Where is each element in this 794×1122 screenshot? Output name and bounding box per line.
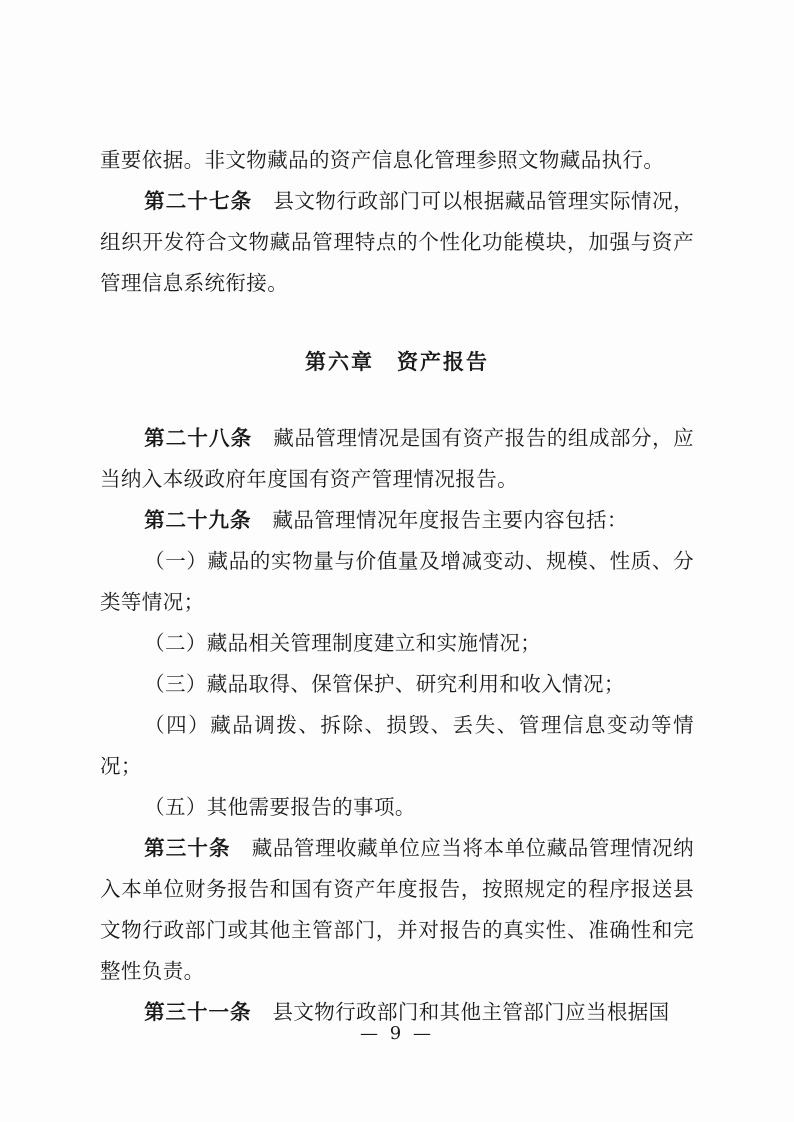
paragraph-article-30 xyxy=(100,828,694,992)
page-number: — 9 — xyxy=(360,1023,434,1044)
list-item-4 xyxy=(100,705,694,787)
paragraph-text: 藏品管理情况是国有资产报告的组成部分，应当纳入本级政府年度国有资产管理情况报告。 xyxy=(100,426,695,491)
paragraph-article-27 xyxy=(100,181,694,304)
paragraph-text: （四）藏品调拨、拆除、损毁、丢失、管理信息变动等情况； xyxy=(100,713,694,778)
article-label: 第三十一条 xyxy=(144,1000,252,1024)
paragraph-text: （三）藏品取得、保管保护、研究利用和收入情况； xyxy=(144,672,625,696)
paragraph-text: （五）其他需要报告的事项。 xyxy=(144,795,416,819)
paragraph-text: （一）藏品的实物量与价值量及增减变动、规模、性质、分类等情况； xyxy=(100,549,694,614)
document-body xyxy=(100,140,694,1033)
chapter-heading: 第六章 资产报告 xyxy=(305,349,489,374)
paragraph-article-29 xyxy=(100,500,694,541)
article-label: 第二十九条 xyxy=(144,508,252,532)
list-item-5 xyxy=(100,787,694,828)
paragraph-article-28 xyxy=(100,418,694,500)
article-label: 第三十条 xyxy=(144,836,231,860)
paragraph-text: 藏品管理收藏单位应当将本单位藏品管理情况纳入本单位财务报告和国有资产年度报告，按照规定的程序报送县文物行政部门或其他主管部门，并对报告的真实性、准确性和完整性负责。 xyxy=(100,836,694,983)
article-label: 第二十七条 xyxy=(144,189,253,213)
paragraph-text: 藏品管理情况年度报告主要内容包括： xyxy=(251,508,628,532)
paragraph-text: 县文物行政部门和其他主管部门应当根据国 xyxy=(251,1000,670,1024)
paragraph-text: 重要依据。非文物藏品的资产信息化管理参照文物藏品执行。 xyxy=(100,148,665,172)
paragraph-text: 县文物行政部门可以根据藏品管理实际情况，组织开发符合文物藏品管理特点的个性化功能模块，加强与资产管理信息系统衔接。 xyxy=(100,189,695,295)
article-label: 第二十八条 xyxy=(144,426,253,450)
paragraph-continued xyxy=(100,140,694,181)
list-item-1 xyxy=(100,541,694,623)
list-item-3 xyxy=(100,664,694,705)
list-item-2 xyxy=(100,623,694,664)
paragraph-text: （二）藏品相关管理制度建立和实施情况； xyxy=(144,631,542,655)
